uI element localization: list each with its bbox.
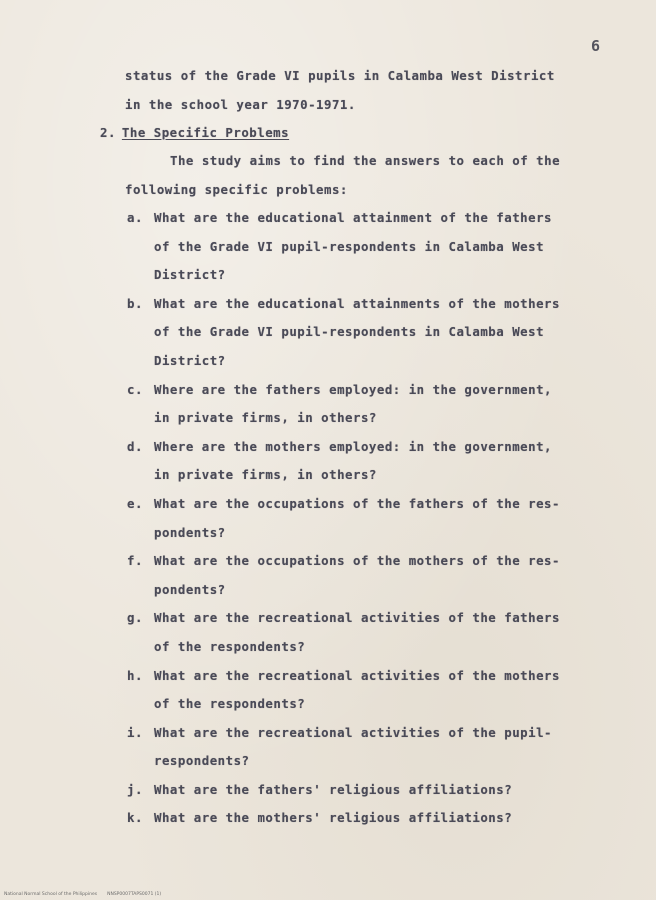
problem-line: District? — [154, 267, 226, 283]
problem-line: of the respondents? — [154, 638, 306, 654]
problem-list — [127, 210, 560, 839]
section-paragraph — [125, 153, 560, 211]
problem-line: Where are the mothers employed: in the government, — [154, 438, 552, 454]
problem-item — [127, 553, 560, 610]
problem-line: pondents? — [154, 581, 226, 597]
problem-line: of the respondents? — [154, 696, 306, 712]
footer-institution: National Normal School of the Philippines — [4, 892, 98, 897]
problem-line: pondents? — [154, 524, 226, 540]
intro-line: in the school year 1970-1971. — [125, 97, 356, 112]
problem-line: of the Grade VI pupil-respondents in Calamba West — [154, 238, 545, 254]
problem-line: What are the educational attainment of the fathers — [154, 210, 552, 225]
problem-item — [127, 439, 560, 496]
problem-item — [127, 610, 560, 667]
section-heading — [100, 125, 289, 141]
problem-line: What are the recreational activities of the fathers — [154, 610, 560, 626]
problem-line: What are the occupations of the fathers of the res- — [154, 495, 560, 511]
section-number: 2. — [100, 125, 116, 140]
problem-letter: b. — [127, 295, 143, 311]
paragraph-line: The study aims to find the answers to each of the — [170, 153, 561, 168]
problem-line: What are the fathers' religious affiliations? — [154, 781, 513, 797]
footer-caption — [4, 892, 161, 897]
problem-line: Where are the fathers employed: in the government, — [154, 381, 552, 397]
problem-item — [127, 296, 560, 382]
problem-letter: a. — [127, 210, 143, 225]
problem-letter: j. — [127, 781, 143, 797]
problem-item — [127, 782, 560, 811]
problem-line: in private firms, in others? — [154, 467, 377, 483]
problem-line: of the Grade VI pupil-respondents in Calamba West — [154, 324, 545, 340]
problem-letter: h. — [127, 667, 143, 683]
problem-letter: c. — [127, 381, 143, 397]
problem-line: District? — [154, 352, 226, 368]
problem-letter: g. — [127, 610, 143, 626]
problem-item — [127, 725, 560, 782]
problem-letter: f. — [127, 553, 143, 569]
problem-item — [127, 668, 560, 725]
problem-line: What are the recreational activities of the mothers — [154, 667, 560, 683]
problem-item — [127, 496, 560, 553]
problem-line: What are the occupations of the mothers of the res- — [154, 553, 560, 569]
paragraph-line: following specific problems: — [125, 182, 348, 197]
problem-letter: d. — [127, 438, 143, 454]
problem-item — [127, 210, 560, 296]
problem-line: What are the recreational activities of the pupil- — [154, 724, 552, 740]
problem-line: What are the mothers' religious affiliations? — [154, 810, 513, 826]
problem-line: respondents? — [154, 753, 250, 769]
section-title: The Specific Problems — [121, 125, 290, 140]
problem-letter: k. — [127, 810, 143, 826]
problem-letter: e. — [127, 495, 143, 511]
problem-line: in private firms, in others? — [154, 410, 377, 426]
problem-line: What are the educational attainments of the mothers — [154, 295, 560, 311]
footer-code: NNSP0007TAPS0071 (1) — [107, 892, 162, 897]
problem-item — [127, 810, 560, 839]
intro-line: status of the Grade VI pupils in Calamba West District — [125, 68, 555, 83]
problem-letter: i. — [127, 724, 143, 740]
problem-item — [127, 382, 560, 439]
page-number: 6 — [591, 37, 601, 55]
intro-paragraph — [125, 68, 555, 126]
